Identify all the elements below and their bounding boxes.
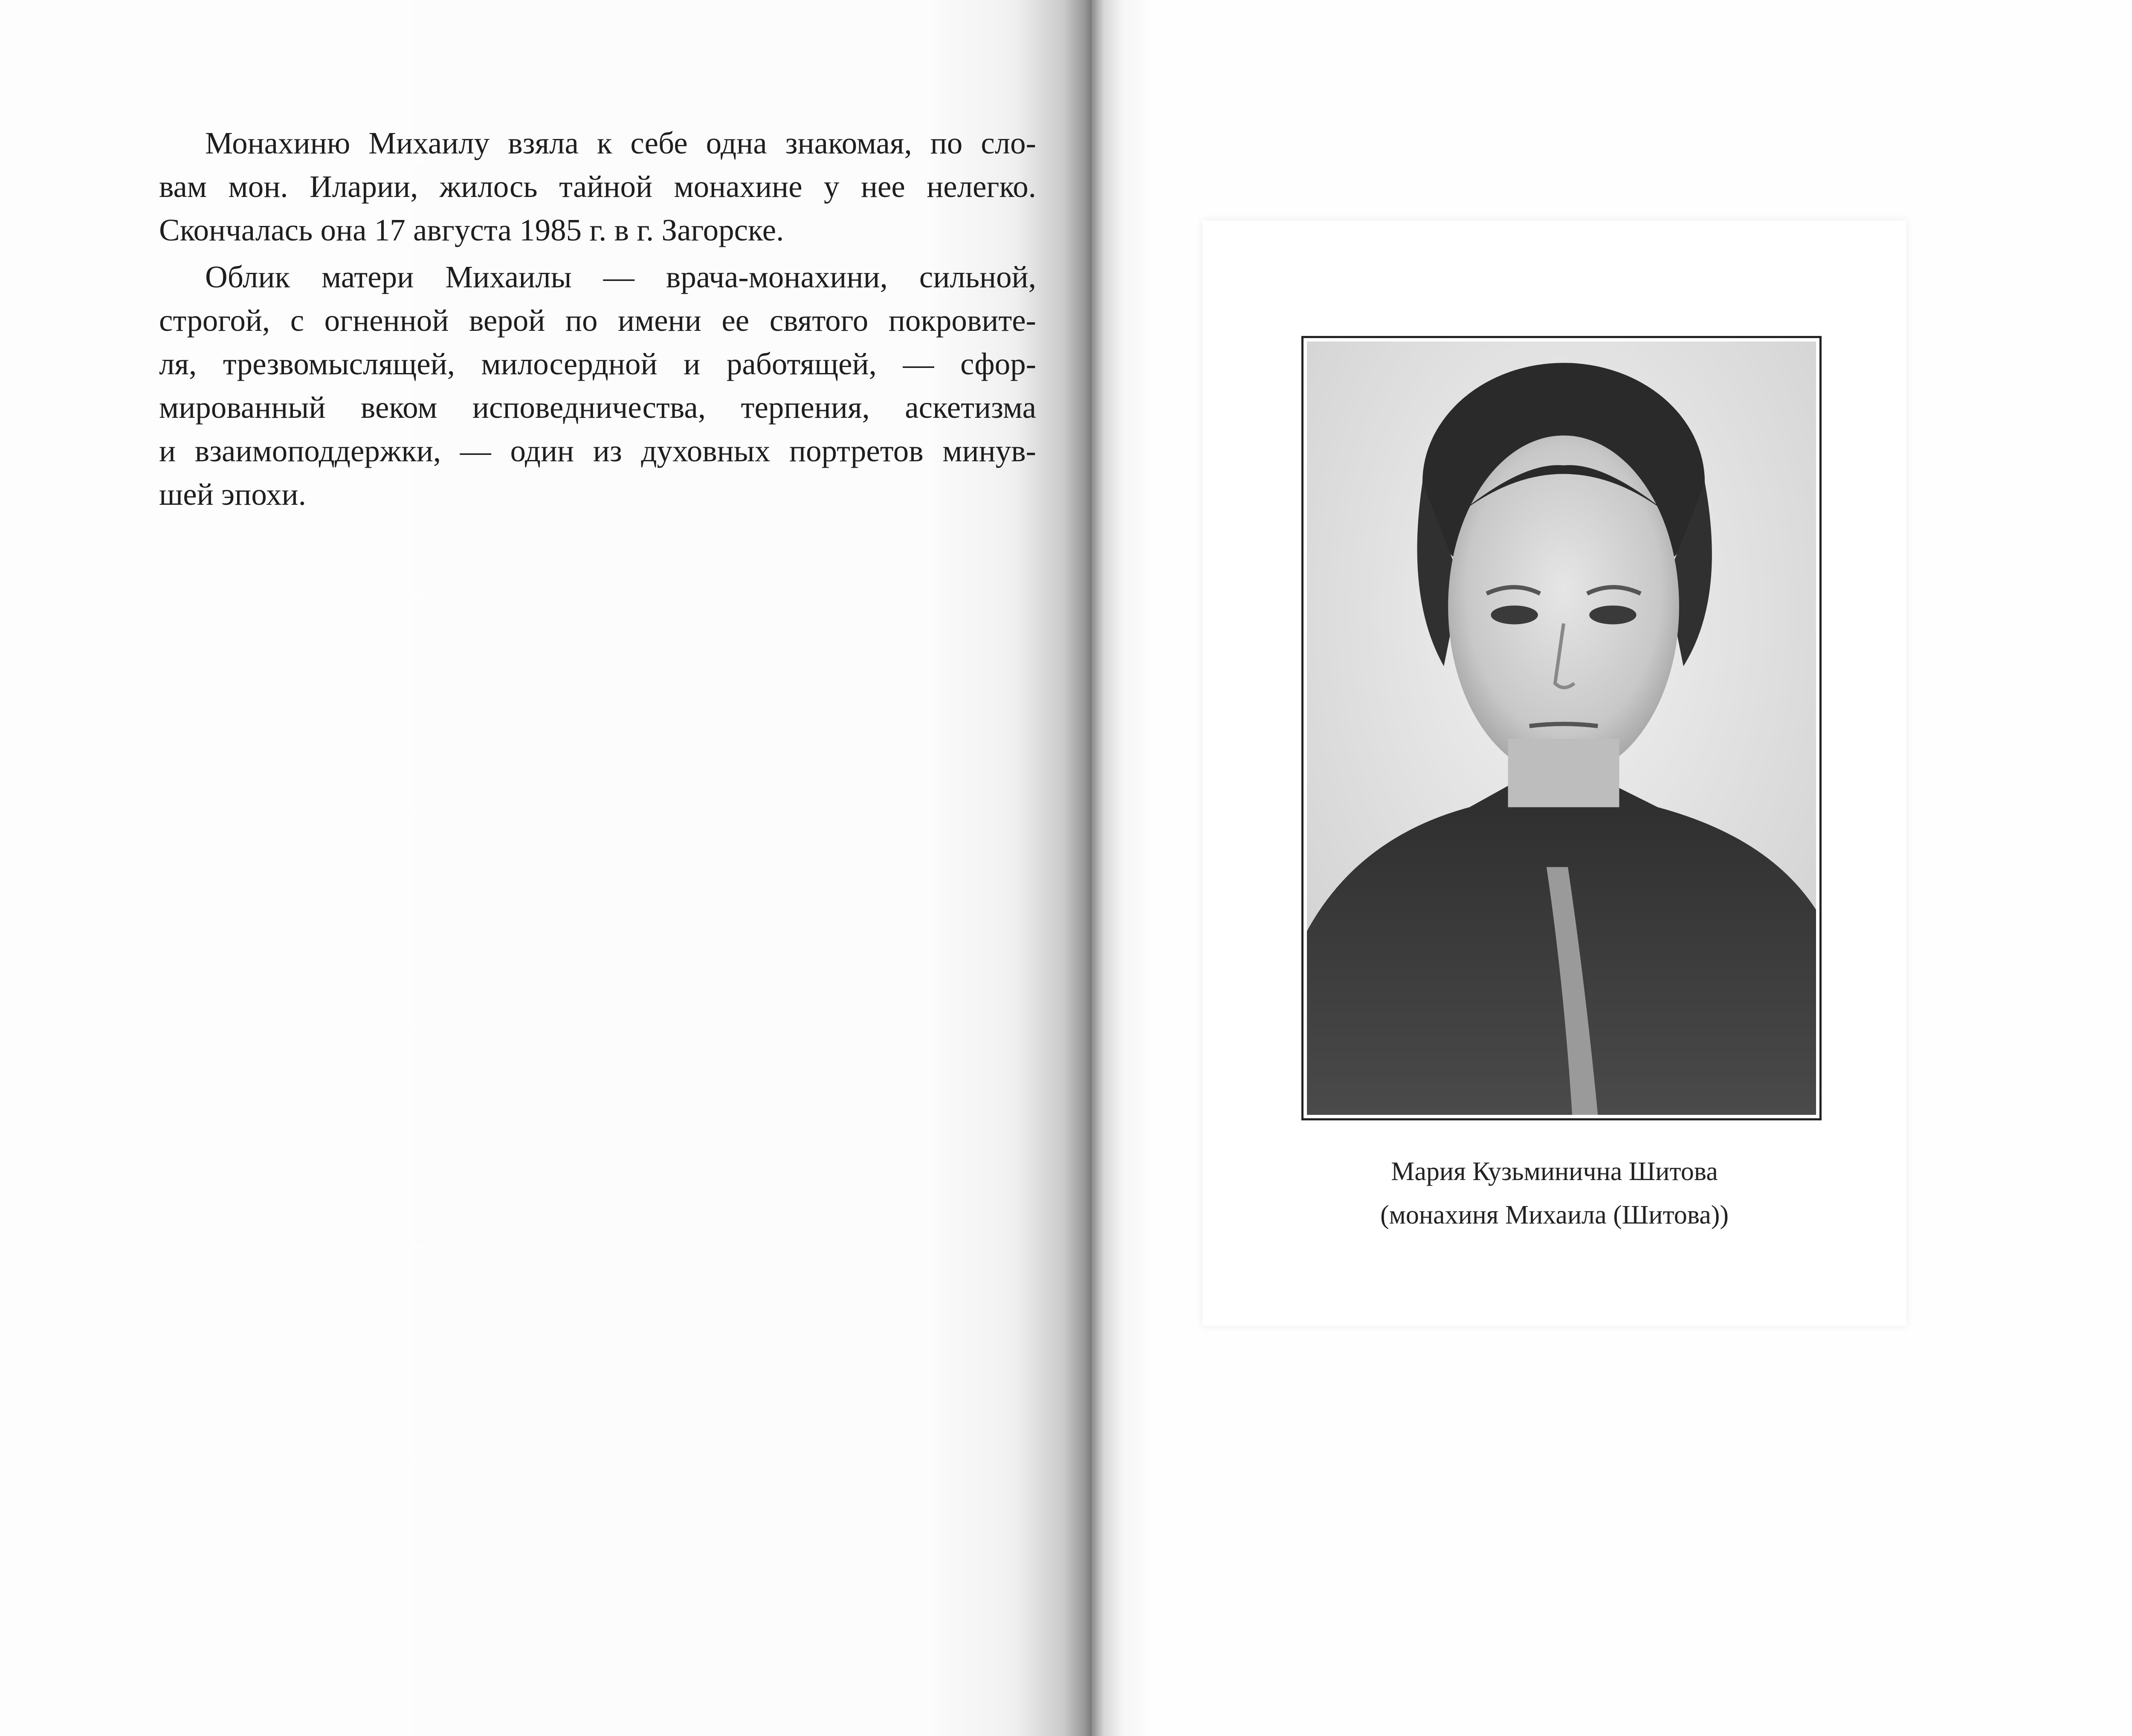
text-line: мированный веком исповедничества, терпения, аскетизма: [159, 390, 1036, 425]
paragraph-2: [159, 255, 1036, 516]
text-line: Монахиню Михаилу взяла к себе одна знакомая, по сло-: [205, 126, 1036, 160]
photo-caption: [1202, 1150, 1906, 1237]
caption-monastic-name: (монахиня Михаила (Шитова)): [1380, 1201, 1729, 1230]
body-text: [159, 122, 1036, 516]
portrait-photo: [1307, 341, 1816, 1115]
text-line: Скончалась она 17 августа 1985 г. в г. Загорске.: [159, 213, 784, 247]
text-line: шей эпохи.: [159, 477, 306, 512]
photo-card: [1202, 220, 1906, 1326]
text-line: Облик матери Михаилы — врача-монахини, сильной,: [205, 260, 1036, 294]
paragraph-1: [159, 122, 1036, 252]
text-line: ля, трезвомыслящей, милосердной и работящей, — сфор-: [159, 347, 1036, 381]
caption-name: Мария Кузьминична Шитова: [1391, 1157, 1718, 1186]
text-line: вам мон. Иларии, жилось тайной монахине у нее нелегко.: [159, 169, 1036, 204]
text-line: и взаимоподдержки, — один из духовных портретов минув-: [159, 434, 1036, 468]
photo-frame: [1301, 336, 1822, 1120]
text-line: строгой, с огненной верой по имени ее святого покровите-: [159, 303, 1036, 338]
